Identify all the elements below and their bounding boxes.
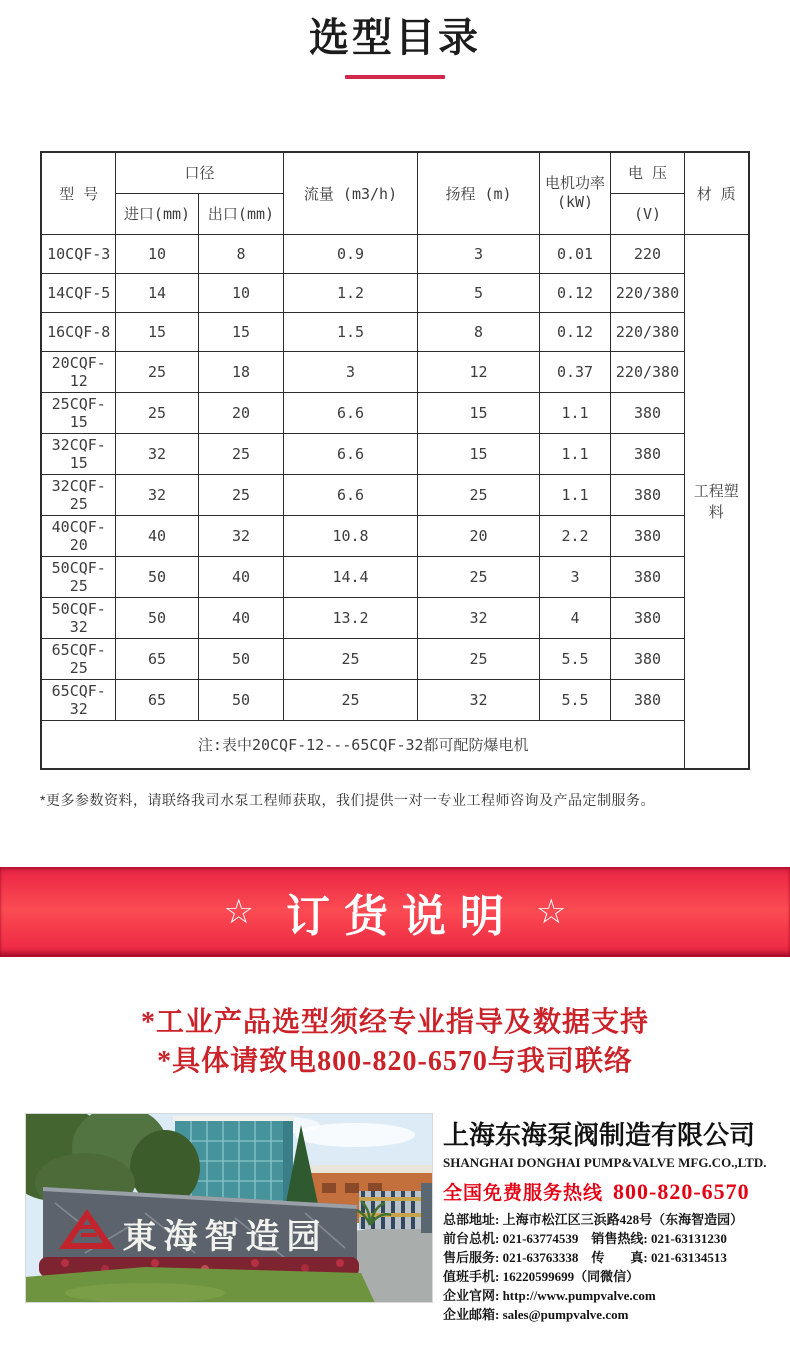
- table-cell: 50CQF-25: [41, 556, 115, 597]
- table-cell: 14: [115, 273, 198, 312]
- table-cell: 32: [418, 679, 540, 720]
- page-title: 选型目录: [309, 16, 481, 60]
- table-cell: 65CQF-32: [41, 679, 115, 720]
- table-cell: 12: [418, 351, 540, 392]
- table-cell: 1.2: [284, 273, 418, 312]
- hotline-label: 全国免费服务热线: [443, 1183, 604, 1204]
- table-cell: 380: [611, 392, 685, 433]
- table-cell: 50: [115, 597, 198, 638]
- table-cell: 25: [418, 638, 540, 679]
- table-row: [41, 273, 748, 312]
- note-row: [41, 720, 748, 769]
- company-name-en: SHANGHAI DONGHAI PUMP&VALVE MFG.CO.,LTD.: [443, 1155, 767, 1170]
- table-row: [41, 515, 748, 556]
- contact-line-address: 总部地址: 上海市松江区三浜路428号（东海智造园）: [443, 1212, 744, 1227]
- company-info: [443, 1113, 765, 1324]
- service-hotline: [443, 1178, 765, 1205]
- table-cell: 3: [540, 556, 611, 597]
- table-cell: 3: [418, 234, 540, 273]
- table-cell: 380: [611, 556, 685, 597]
- table-cell: 0.01: [540, 234, 611, 273]
- table-cell: 8: [418, 312, 540, 351]
- contact-line-mobile: 值班手机: 16220599699（同微信）: [443, 1269, 640, 1284]
- title-section: [0, 0, 790, 79]
- table-cell: 50: [198, 679, 283, 720]
- table-cell: 1.1: [540, 433, 611, 474]
- table-cell: 20: [418, 515, 540, 556]
- table-cell: 10: [115, 234, 198, 273]
- hotline-number: 800-820-6570: [613, 1179, 750, 1204]
- table-cell: 65: [115, 679, 198, 720]
- col-header-flow: 流量 (m3/h): [284, 152, 418, 234]
- table-cell: 15: [198, 312, 283, 351]
- table-row: [41, 351, 748, 392]
- col-header-voltage: 电 压: [611, 152, 685, 193]
- table-cell: 10CQF-3: [41, 234, 115, 273]
- star-icon: ☆: [223, 893, 254, 931]
- material-cell: 工程塑料: [685, 234, 749, 769]
- footnote: *更多参数资料，请联络我司水泵工程师获取，我们提供一对一专业工程师咨询及产品定制服务。: [40, 792, 655, 808]
- table-cell: 380: [611, 638, 685, 679]
- table-cell: 6.6: [284, 433, 418, 474]
- table-cell: 40: [198, 556, 283, 597]
- table-cell: 20CQF-12: [41, 351, 115, 392]
- table-cell: 220: [611, 234, 685, 273]
- table-row: [41, 638, 748, 679]
- table-cell: 10: [198, 273, 283, 312]
- table-cell: 220/380: [611, 273, 685, 312]
- table-cell: 0.12: [540, 273, 611, 312]
- spec-table: [40, 151, 749, 770]
- table-cell: 16CQF-8: [41, 312, 115, 351]
- table-cell: 25: [115, 392, 198, 433]
- table-cell: 25: [418, 474, 540, 515]
- header-row-1: [41, 152, 748, 193]
- table-cell: 50: [198, 638, 283, 679]
- table-cell: 0.9: [284, 234, 418, 273]
- notice-section: [0, 1003, 790, 1081]
- table-cell: 40: [198, 597, 283, 638]
- table-cell: 380: [611, 597, 685, 638]
- table-row: [41, 679, 748, 720]
- title-divider: [345, 75, 445, 79]
- col-header-power: [540, 152, 611, 234]
- table-cell: 15: [418, 433, 540, 474]
- col-header-diameter: 口径: [115, 152, 283, 193]
- note-cell: 注:表中20CQF-12---65CQF-32都可配防爆电机: [41, 720, 684, 769]
- table-cell: 65: [115, 638, 198, 679]
- table-cell: 25: [418, 556, 540, 597]
- table-row: [41, 312, 748, 351]
- table-row: [41, 234, 748, 273]
- table-cell: 40: [115, 515, 198, 556]
- table-cell: 5.5: [540, 638, 611, 679]
- factory-photo: [25, 1113, 433, 1303]
- table-cell: 1.1: [540, 474, 611, 515]
- company-name-cn: 上海东海泵阀制造有限公司: [443, 1120, 756, 1150]
- table-cell: 25: [284, 679, 418, 720]
- col-header-head: 扬程 (m): [418, 152, 540, 234]
- col-header-material: 材 质: [685, 152, 749, 234]
- col-header-power-line2: (kW): [556, 193, 594, 212]
- table-cell: 220/380: [611, 312, 685, 351]
- table-cell: 380: [611, 679, 685, 720]
- table-cell: 18: [198, 351, 283, 392]
- table-cell: 25: [284, 638, 418, 679]
- table-cell: 14CQF-5: [41, 273, 115, 312]
- table-row: [41, 556, 748, 597]
- table-cell: 5.5: [540, 679, 611, 720]
- table-cell: 50CQF-32: [41, 597, 115, 638]
- star-icon: ☆: [536, 893, 567, 931]
- order-banner: [0, 867, 790, 957]
- contact-line-service-fax: 售后服务: 021-63763338 传 真: 021-63134513: [443, 1250, 727, 1265]
- notice-line-1: *工业产品选型须经专业指导及数据支持: [140, 1007, 649, 1038]
- table-cell: 25CQF-15: [41, 392, 115, 433]
- order-banner-title: 订货说明: [286, 892, 518, 941]
- table-cell: 220/380: [611, 351, 685, 392]
- table-cell: 65CQF-25: [41, 638, 115, 679]
- table-cell: 15: [418, 392, 540, 433]
- table-cell: 40CQF-20: [41, 515, 115, 556]
- table-cell: 380: [611, 515, 685, 556]
- table-cell: 10.8: [284, 515, 418, 556]
- table-cell: 8: [198, 234, 283, 273]
- col-header-voltage-unit: (V): [611, 193, 685, 234]
- table-cell: 380: [611, 474, 685, 515]
- table-cell: 25: [198, 433, 283, 474]
- table-cell: 14.4: [284, 556, 418, 597]
- table-cell: 5: [418, 273, 540, 312]
- spec-table-head: [41, 152, 748, 234]
- contact-line-email: 企业邮箱: sales@pumpvalve.com: [443, 1307, 629, 1322]
- notice-line-2: *具体请致电800-820-6570与我司联络: [157, 1046, 633, 1077]
- table-cell: 1.5: [284, 312, 418, 351]
- contact-lines: [443, 1210, 765, 1324]
- table-cell: 32: [115, 474, 198, 515]
- table-row: [41, 433, 748, 474]
- table-row: [41, 597, 748, 638]
- table-cell: 380: [611, 433, 685, 474]
- table-cell: 6.6: [284, 392, 418, 433]
- bottom-section: [25, 1113, 765, 1324]
- col-header-power-line1: 电机功率: [544, 174, 605, 193]
- spec-table-body: [41, 234, 748, 769]
- table-cell: 4: [540, 597, 611, 638]
- table-cell: 1.1: [540, 392, 611, 433]
- table-cell: 3: [284, 351, 418, 392]
- col-header-model: 型 号: [41, 152, 115, 234]
- photo-sign-text: 東海智造园: [122, 1218, 328, 1256]
- contact-line-website: 企业官网: http://www.pumpvalve.com: [443, 1288, 656, 1303]
- table-cell: 32: [418, 597, 540, 638]
- table-cell: 50: [115, 556, 198, 597]
- table-cell: 32: [115, 433, 198, 474]
- table-cell: 25: [198, 474, 283, 515]
- table-cell: 13.2: [284, 597, 418, 638]
- table-row: [41, 392, 748, 433]
- table-row: [41, 474, 748, 515]
- table-cell: 0.37: [540, 351, 611, 392]
- table-cell: 32: [198, 515, 283, 556]
- contact-line-phones: 前台总机: 021-63774539 销售热线: 021-63131230: [443, 1231, 727, 1246]
- table-cell: 0.12: [540, 312, 611, 351]
- table-cell: 6.6: [284, 474, 418, 515]
- col-header-outlet: 出口(mm): [198, 193, 283, 234]
- table-cell: 15: [115, 312, 198, 351]
- table-cell: 2.2: [540, 515, 611, 556]
- table-cell: 20: [198, 392, 283, 433]
- col-header-inlet: 进口(mm): [115, 193, 198, 234]
- table-cell: 25: [115, 351, 198, 392]
- table-cell: 32CQF-15: [41, 433, 115, 474]
- table-cell: 32CQF-25: [41, 474, 115, 515]
